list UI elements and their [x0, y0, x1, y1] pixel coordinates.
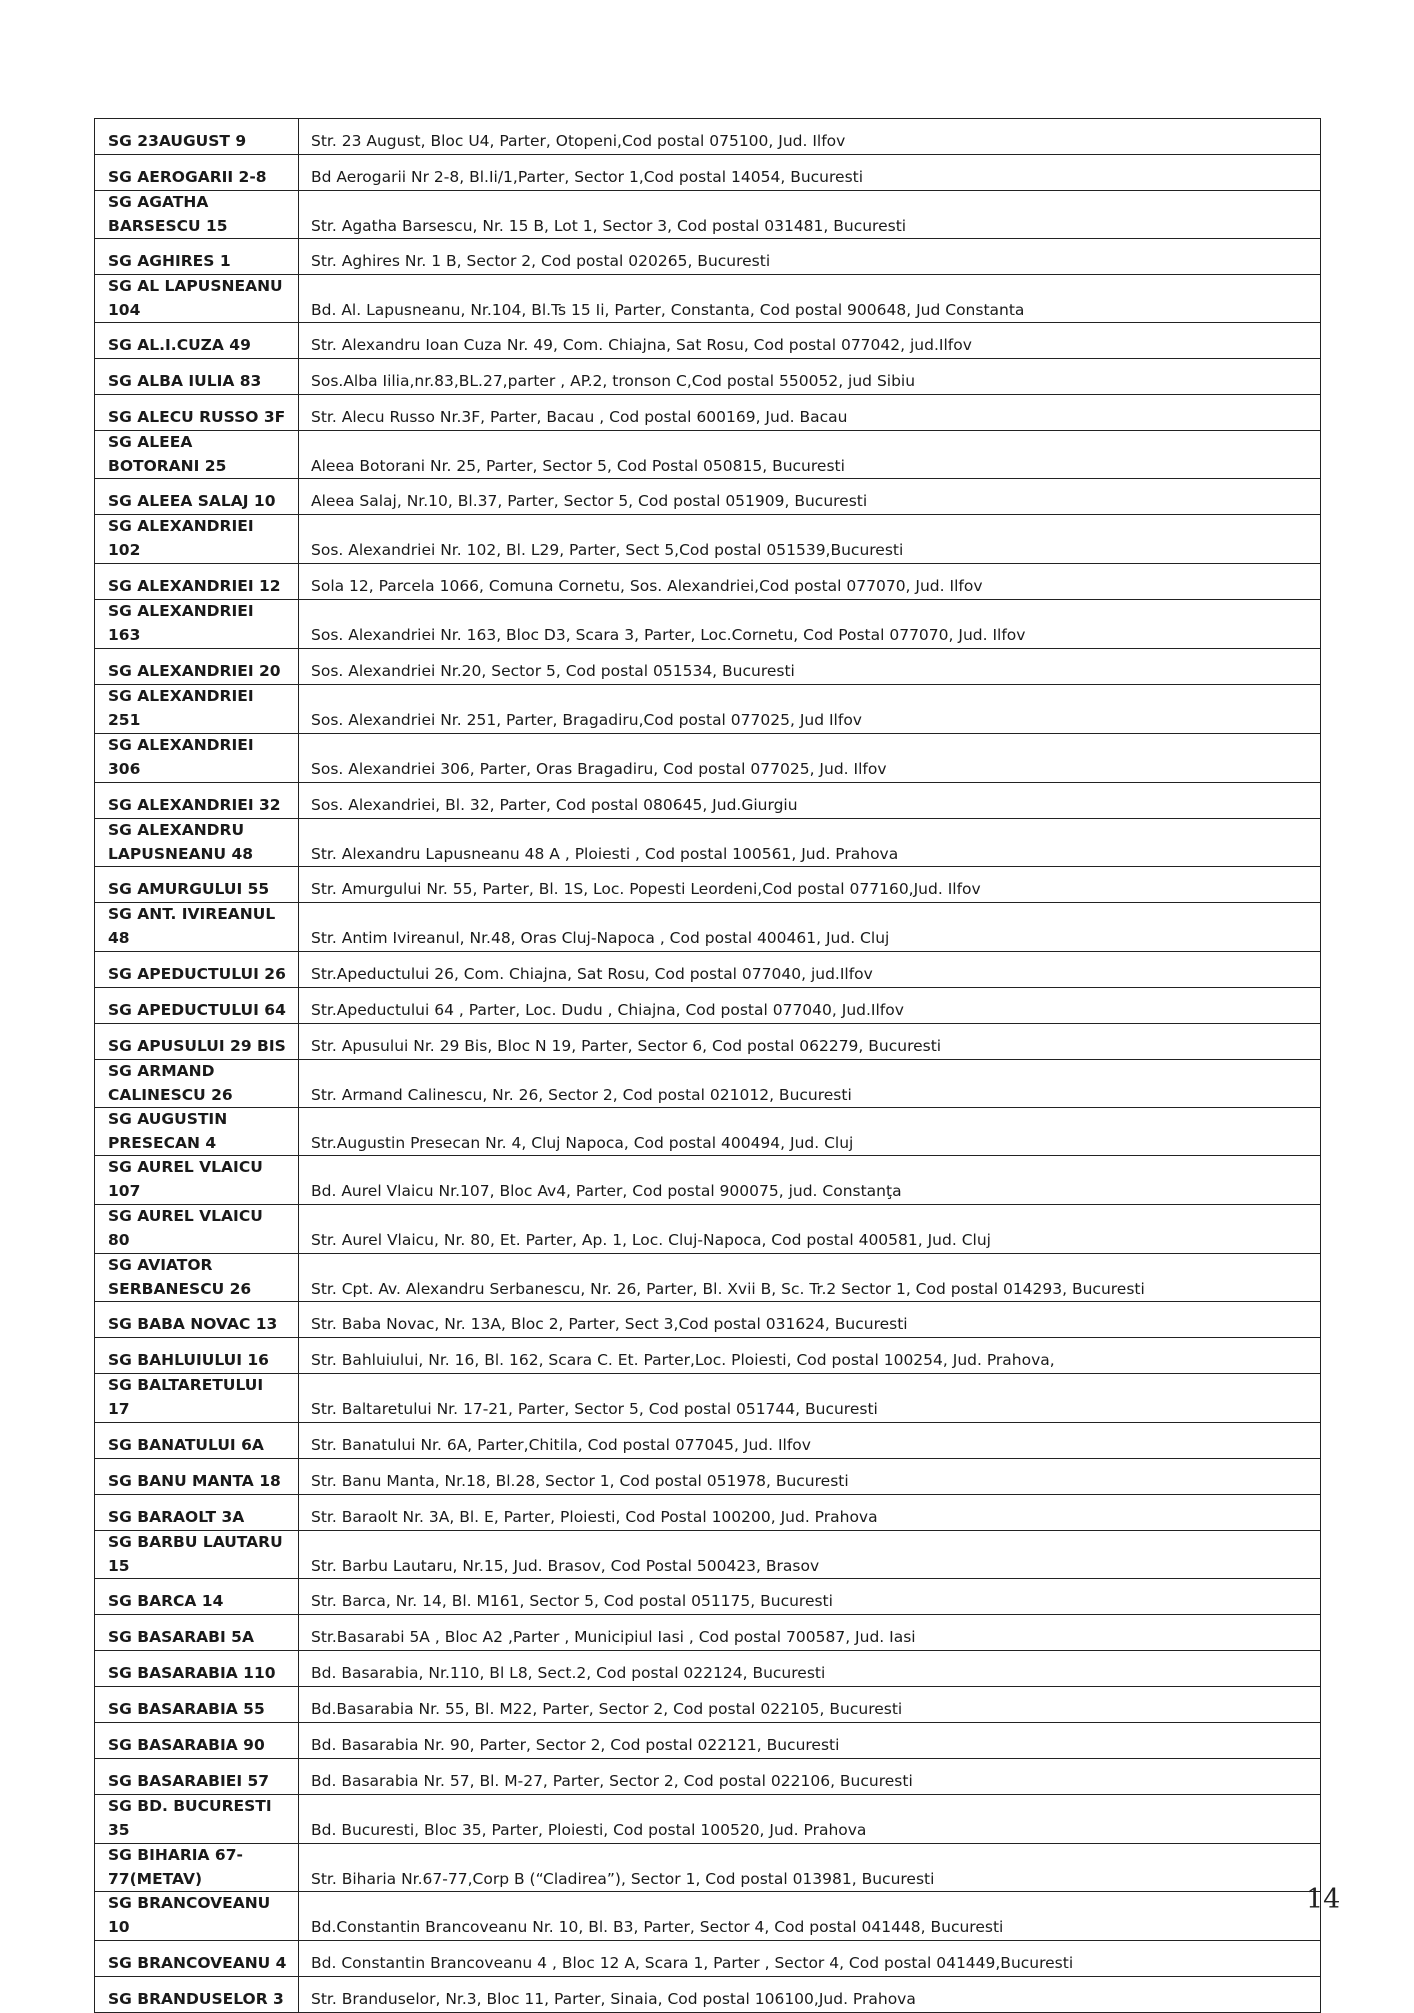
table-row — [95, 1687, 1321, 1723]
location-name: SG ARMAND CALINESCU 26 — [95, 1060, 299, 1108]
table-row — [95, 1615, 1321, 1651]
location-address: Sos. Alexandriei Nr. 251, Parter, Bragadiru,Cod postal 077025, Jud Ilfov — [299, 685, 1321, 734]
location-address: Sos. Alexandriei, Bl. 32, Parter, Cod postal 080645, Jud.Giurgiu — [299, 783, 1321, 819]
location-address: Sos. Alexandriei Nr. 163, Bloc D3, Scara 3, Parter, Loc.Cornetu, Cod Postal 077070, Jud. Ilfov — [299, 600, 1321, 649]
page-number: 14 — [1306, 1884, 1341, 1915]
location-address: Str.Apeductului 64 , Parter, Loc. Dudu , Chiajna, Cod postal 077040, Jud.Ilfov — [299, 988, 1321, 1024]
table-row — [95, 1156, 1321, 1205]
location-name: SG AL.I.CUZA 49 — [95, 323, 299, 359]
location-address: Str. Baraolt Nr. 3A, Bl. E, Parter, Ploiesti, Cod Postal 100200, Jud. Prahova — [299, 1495, 1321, 1531]
location-address: Str. Banu Manta, Nr.18, Bl.28, Sector 1, Cod postal 051978, Bucuresti — [299, 1459, 1321, 1495]
location-name: SG BARCA 14 — [95, 1579, 299, 1615]
location-name: SG ALEXANDRIEI 251 — [95, 685, 299, 734]
location-address: Str. Baltaretului Nr. 17-21, Parter, Sector 5, Cod postal 051744, Bucuresti — [299, 1374, 1321, 1423]
location-address: Str.Apeductului 26, Com. Chiajna, Sat Rosu, Cod postal 077040, jud.Ilfov — [299, 952, 1321, 988]
location-name: SG ANT. IVIREANUL 48 — [95, 903, 299, 952]
location-name: SG AGHIRES 1 — [95, 239, 299, 275]
location-address: Sola 12, Parcela 1066, Comuna Cornetu, Sos. Alexandriei,Cod postal 077070, Jud. Ilfov — [299, 564, 1321, 600]
location-name: SG BAHLUIULUI 16 — [95, 1338, 299, 1374]
table-row — [95, 1254, 1321, 1302]
location-address: Str. Alexandru Lapusneanu 48 A , Ploiesti , Cod postal 100561, Jud. Prahova — [299, 819, 1321, 867]
locations-table — [94, 118, 1321, 2013]
location-name: SG BRANCOVEANU 4 — [95, 1941, 299, 1977]
location-address: Str. Biharia Nr.67-77,Corp B (“Cladirea”), Sector 1, Cod postal 013981, Bucuresti — [299, 1844, 1321, 1892]
location-address: Bd. Basarabia Nr. 90, Parter, Sector 2, Cod postal 022121, Bucuresti — [299, 1723, 1321, 1759]
location-address: Str. Bahluiului, Nr. 16, Bl. 162, Scara C. Et. Parter,Loc. Ploiesti, Cod postal 100254, Jud. Prahova, — [299, 1338, 1321, 1374]
location-address: Str.Basarabi 5A , Bloc A2 ,Parter , Municipiul Iasi , Cod postal 700587, Jud. Iasi — [299, 1615, 1321, 1651]
location-name: SG BABA NOVAC 13 — [95, 1302, 299, 1338]
table-row — [95, 600, 1321, 649]
table-row — [95, 1651, 1321, 1687]
location-address: Sos.Alba Iilia,nr.83,BL.27,parter , AP.2, tronson C,Cod postal 550052, jud Sibiu — [299, 359, 1321, 395]
table-row — [95, 1060, 1321, 1108]
location-name: SG ALEXANDRU LAPUSNEANU 48 — [95, 819, 299, 867]
location-name: SG 23AUGUST 9 — [95, 119, 299, 155]
location-name: SG APEDUCTULUI 26 — [95, 952, 299, 988]
location-name: SG BARAOLT 3A — [95, 1495, 299, 1531]
table-row — [95, 867, 1321, 903]
location-address: Str. 23 August, Bloc U4, Parter, Otopeni,Cod postal 075100, Jud. Ilfov — [299, 119, 1321, 155]
location-name: SG BASARABIEI 57 — [95, 1759, 299, 1795]
location-address: Str. Barbu Lautaru, Nr.15, Jud. Brasov, Cod Postal 500423, Brasov — [299, 1531, 1321, 1579]
location-address: Str. Alecu Russo Nr.3F, Parter, Bacau , Cod postal 600169, Jud. Bacau — [299, 395, 1321, 431]
location-name: SG BASARABI 5A — [95, 1615, 299, 1651]
location-name: SG BASARABIA 55 — [95, 1687, 299, 1723]
table-row — [95, 952, 1321, 988]
location-name: SG BRANDUSELOR 3 — [95, 1977, 299, 2013]
location-name: SG BANU MANTA 18 — [95, 1459, 299, 1495]
location-name: SG ALEEA BOTORANI 25 — [95, 431, 299, 479]
location-name: SG ALEXANDRIEI 102 — [95, 515, 299, 564]
table-row — [95, 119, 1321, 155]
location-name: SG ALECU RUSSO 3F — [95, 395, 299, 431]
table-row — [95, 431, 1321, 479]
location-address: Bd. Bucuresti, Bloc 35, Parter, Ploiesti, Cod postal 100520, Jud. Prahova — [299, 1795, 1321, 1844]
location-address: Str.Augustin Presecan Nr. 4, Cluj Napoca, Cod postal 400494, Jud. Cluj — [299, 1108, 1321, 1156]
table-row — [95, 239, 1321, 275]
location-name: SG AUGUSTIN PRESECAN 4 — [95, 1108, 299, 1156]
location-name: SG BALTARETULUI 17 — [95, 1374, 299, 1423]
location-address: Bd. Al. Lapusneanu, Nr.104, Bl.Ts 15 Ii, Parter, Constanta, Cod postal 900648, Jud Constanta — [299, 275, 1321, 323]
location-address: Str. Baba Novac, Nr. 13A, Bloc 2, Parter, Sect 3,Cod postal 031624, Bucuresti — [299, 1302, 1321, 1338]
location-name: SG AL LAPUSNEANU 104 — [95, 275, 299, 323]
table-row — [95, 515, 1321, 564]
location-address: Aleea Salaj, Nr.10, Bl.37, Parter, Sector 5, Cod postal 051909, Bucuresti — [299, 479, 1321, 515]
location-name: SG AGATHA BARSESCU 15 — [95, 191, 299, 239]
location-name: SG ALEXANDRIEI 20 — [95, 649, 299, 685]
location-address: Bd.Basarabia Nr. 55, Bl. M22, Parter, Sector 2, Cod postal 022105, Bucuresti — [299, 1687, 1321, 1723]
location-address: Bd. Constantin Brancoveanu 4 , Bloc 12 A, Scara 1, Parter , Sector 4, Cod postal 041449,Bucuresti — [299, 1941, 1321, 1977]
location-address: Str. Agatha Barsescu, Nr. 15 B, Lot 1, Sector 3, Cod postal 031481, Bucuresti — [299, 191, 1321, 239]
table-row — [95, 1459, 1321, 1495]
location-name: SG BARBU LAUTARU 15 — [95, 1531, 299, 1579]
table-row — [95, 564, 1321, 600]
location-address: Sos. Alexandriei Nr.20, Sector 5, Cod postal 051534, Bucuresti — [299, 649, 1321, 685]
location-name: SG APUSULUI 29 BIS — [95, 1024, 299, 1060]
location-address: Bd. Aurel Vlaicu Nr.107, Bloc Av4, Parter, Cod postal 900075, jud. Constanţa — [299, 1156, 1321, 1205]
location-address: Str. Aurel Vlaicu, Nr. 80, Et. Parter, Ap. 1, Loc. Cluj-Napoca, Cod postal 400581, Jud. Cluj — [299, 1205, 1321, 1254]
table-row — [95, 1374, 1321, 1423]
table-row — [95, 649, 1321, 685]
location-name: SG BRANCOVEANU 10 — [95, 1892, 299, 1941]
table-row — [95, 734, 1321, 783]
location-address: Str. Cpt. Av. Alexandru Serbanescu, Nr. 26, Parter, Bl. Xvii B, Sc. Tr.2 Sector 1, Cod postal 014293, Bucuresti — [299, 1254, 1321, 1302]
table-row — [95, 1495, 1321, 1531]
table-row — [95, 1579, 1321, 1615]
location-name: SG BIHARIA 67-77(METAV) — [95, 1844, 299, 1892]
table-row — [95, 359, 1321, 395]
location-name: SG AUREL VLAICU 107 — [95, 1156, 299, 1205]
location-address: Str. Banatului Nr. 6A, Parter,Chitila, Cod postal 077045, Jud. Ilfov — [299, 1423, 1321, 1459]
table-row — [95, 275, 1321, 323]
table-row — [95, 1759, 1321, 1795]
table-row — [95, 1941, 1321, 1977]
location-name: SG ALEXANDRIEI 306 — [95, 734, 299, 783]
location-name: SG AVIATOR SERBANESCU 26 — [95, 1254, 299, 1302]
table-row — [95, 1302, 1321, 1338]
table-row — [95, 155, 1321, 191]
table-row — [95, 1723, 1321, 1759]
location-address: Str. Aghires Nr. 1 B, Sector 2, Cod postal 020265, Bucuresti — [299, 239, 1321, 275]
location-address: Aleea Botorani Nr. 25, Parter, Sector 5, Cod Postal 050815, Bucuresti — [299, 431, 1321, 479]
table-row — [95, 1892, 1321, 1941]
location-name: SG AUREL VLAICU 80 — [95, 1205, 299, 1254]
location-name: SG BASARABIA 90 — [95, 1723, 299, 1759]
location-address: Str. Branduselor, Nr.3, Bloc 11, Parter, Sinaia, Cod postal 106100,Jud. Prahova — [299, 1977, 1321, 2013]
table-row — [95, 1977, 1321, 2013]
location-name: SG ALEEA SALAJ 10 — [95, 479, 299, 515]
location-address: Str. Apusului Nr. 29 Bis, Bloc N 19, Parter, Sector 6, Cod postal 062279, Bucuresti — [299, 1024, 1321, 1060]
table-row — [95, 1205, 1321, 1254]
location-address: Bd. Basarabia, Nr.110, Bl L8, Sect.2, Cod postal 022124, Bucuresti — [299, 1651, 1321, 1687]
location-name: SG ALEXANDRIEI 12 — [95, 564, 299, 600]
table-row — [95, 685, 1321, 734]
location-address: Str. Alexandru Ioan Cuza Nr. 49, Com. Chiajna, Sat Rosu, Cod postal 077042, jud.Ilfov — [299, 323, 1321, 359]
location-address: Str. Antim Ivireanul, Nr.48, Oras Cluj-Napoca , Cod postal 400461, Jud. Cluj — [299, 903, 1321, 952]
table-row — [95, 819, 1321, 867]
location-address: Bd Aerogarii Nr 2-8, Bl.Ii/1,Parter, Sector 1,Cod postal 14054, Bucuresti — [299, 155, 1321, 191]
table-row — [95, 1338, 1321, 1374]
location-name: SG ALBA IULIA 83 — [95, 359, 299, 395]
location-address: Str. Armand Calinescu, Nr. 26, Sector 2, Cod postal 021012, Bucuresti — [299, 1060, 1321, 1108]
location-name: SG APEDUCTULUI 64 — [95, 988, 299, 1024]
location-name: SG BANATULUI 6A — [95, 1423, 299, 1459]
location-address: Bd. Basarabia Nr. 57, Bl. M-27, Parter, Sector 2, Cod postal 022106, Bucuresti — [299, 1759, 1321, 1795]
location-address: Str. Barca, Nr. 14, Bl. M161, Sector 5, Cod postal 051175, Bucuresti — [299, 1579, 1321, 1615]
table-row — [95, 1844, 1321, 1892]
location-address: Sos. Alexandriei 306, Parter, Oras Bragadiru, Cod postal 077025, Jud. Ilfov — [299, 734, 1321, 783]
location-name: SG BD. BUCURESTI 35 — [95, 1795, 299, 1844]
table-row — [95, 1531, 1321, 1579]
table-row — [95, 1795, 1321, 1844]
table-row — [95, 783, 1321, 819]
table-row — [95, 479, 1321, 515]
table-row — [95, 191, 1321, 239]
table-row — [95, 988, 1321, 1024]
table-row — [95, 1423, 1321, 1459]
location-name: SG ALEXANDRIEI 163 — [95, 600, 299, 649]
location-name: SG AMURGULUI 55 — [95, 867, 299, 903]
location-address: Sos. Alexandriei Nr. 102, Bl. L29, Parter, Sect 5,Cod postal 051539,Bucuresti — [299, 515, 1321, 564]
location-name: SG AEROGARII 2-8 — [95, 155, 299, 191]
location-address: Bd.Constantin Brancoveanu Nr. 10, Bl. B3, Parter, Sector 4, Cod postal 041448, Bucuresti — [299, 1892, 1321, 1941]
table-row — [95, 323, 1321, 359]
location-address: Str. Amurgului Nr. 55, Parter, Bl. 1S, Loc. Popesti Leordeni,Cod postal 077160,Jud. Ilfov — [299, 867, 1321, 903]
table-row — [95, 1024, 1321, 1060]
location-name: SG BASARABIA 110 — [95, 1651, 299, 1687]
location-name: SG ALEXANDRIEI 32 — [95, 783, 299, 819]
table-row — [95, 395, 1321, 431]
table-row — [95, 1108, 1321, 1156]
table-row — [95, 903, 1321, 952]
